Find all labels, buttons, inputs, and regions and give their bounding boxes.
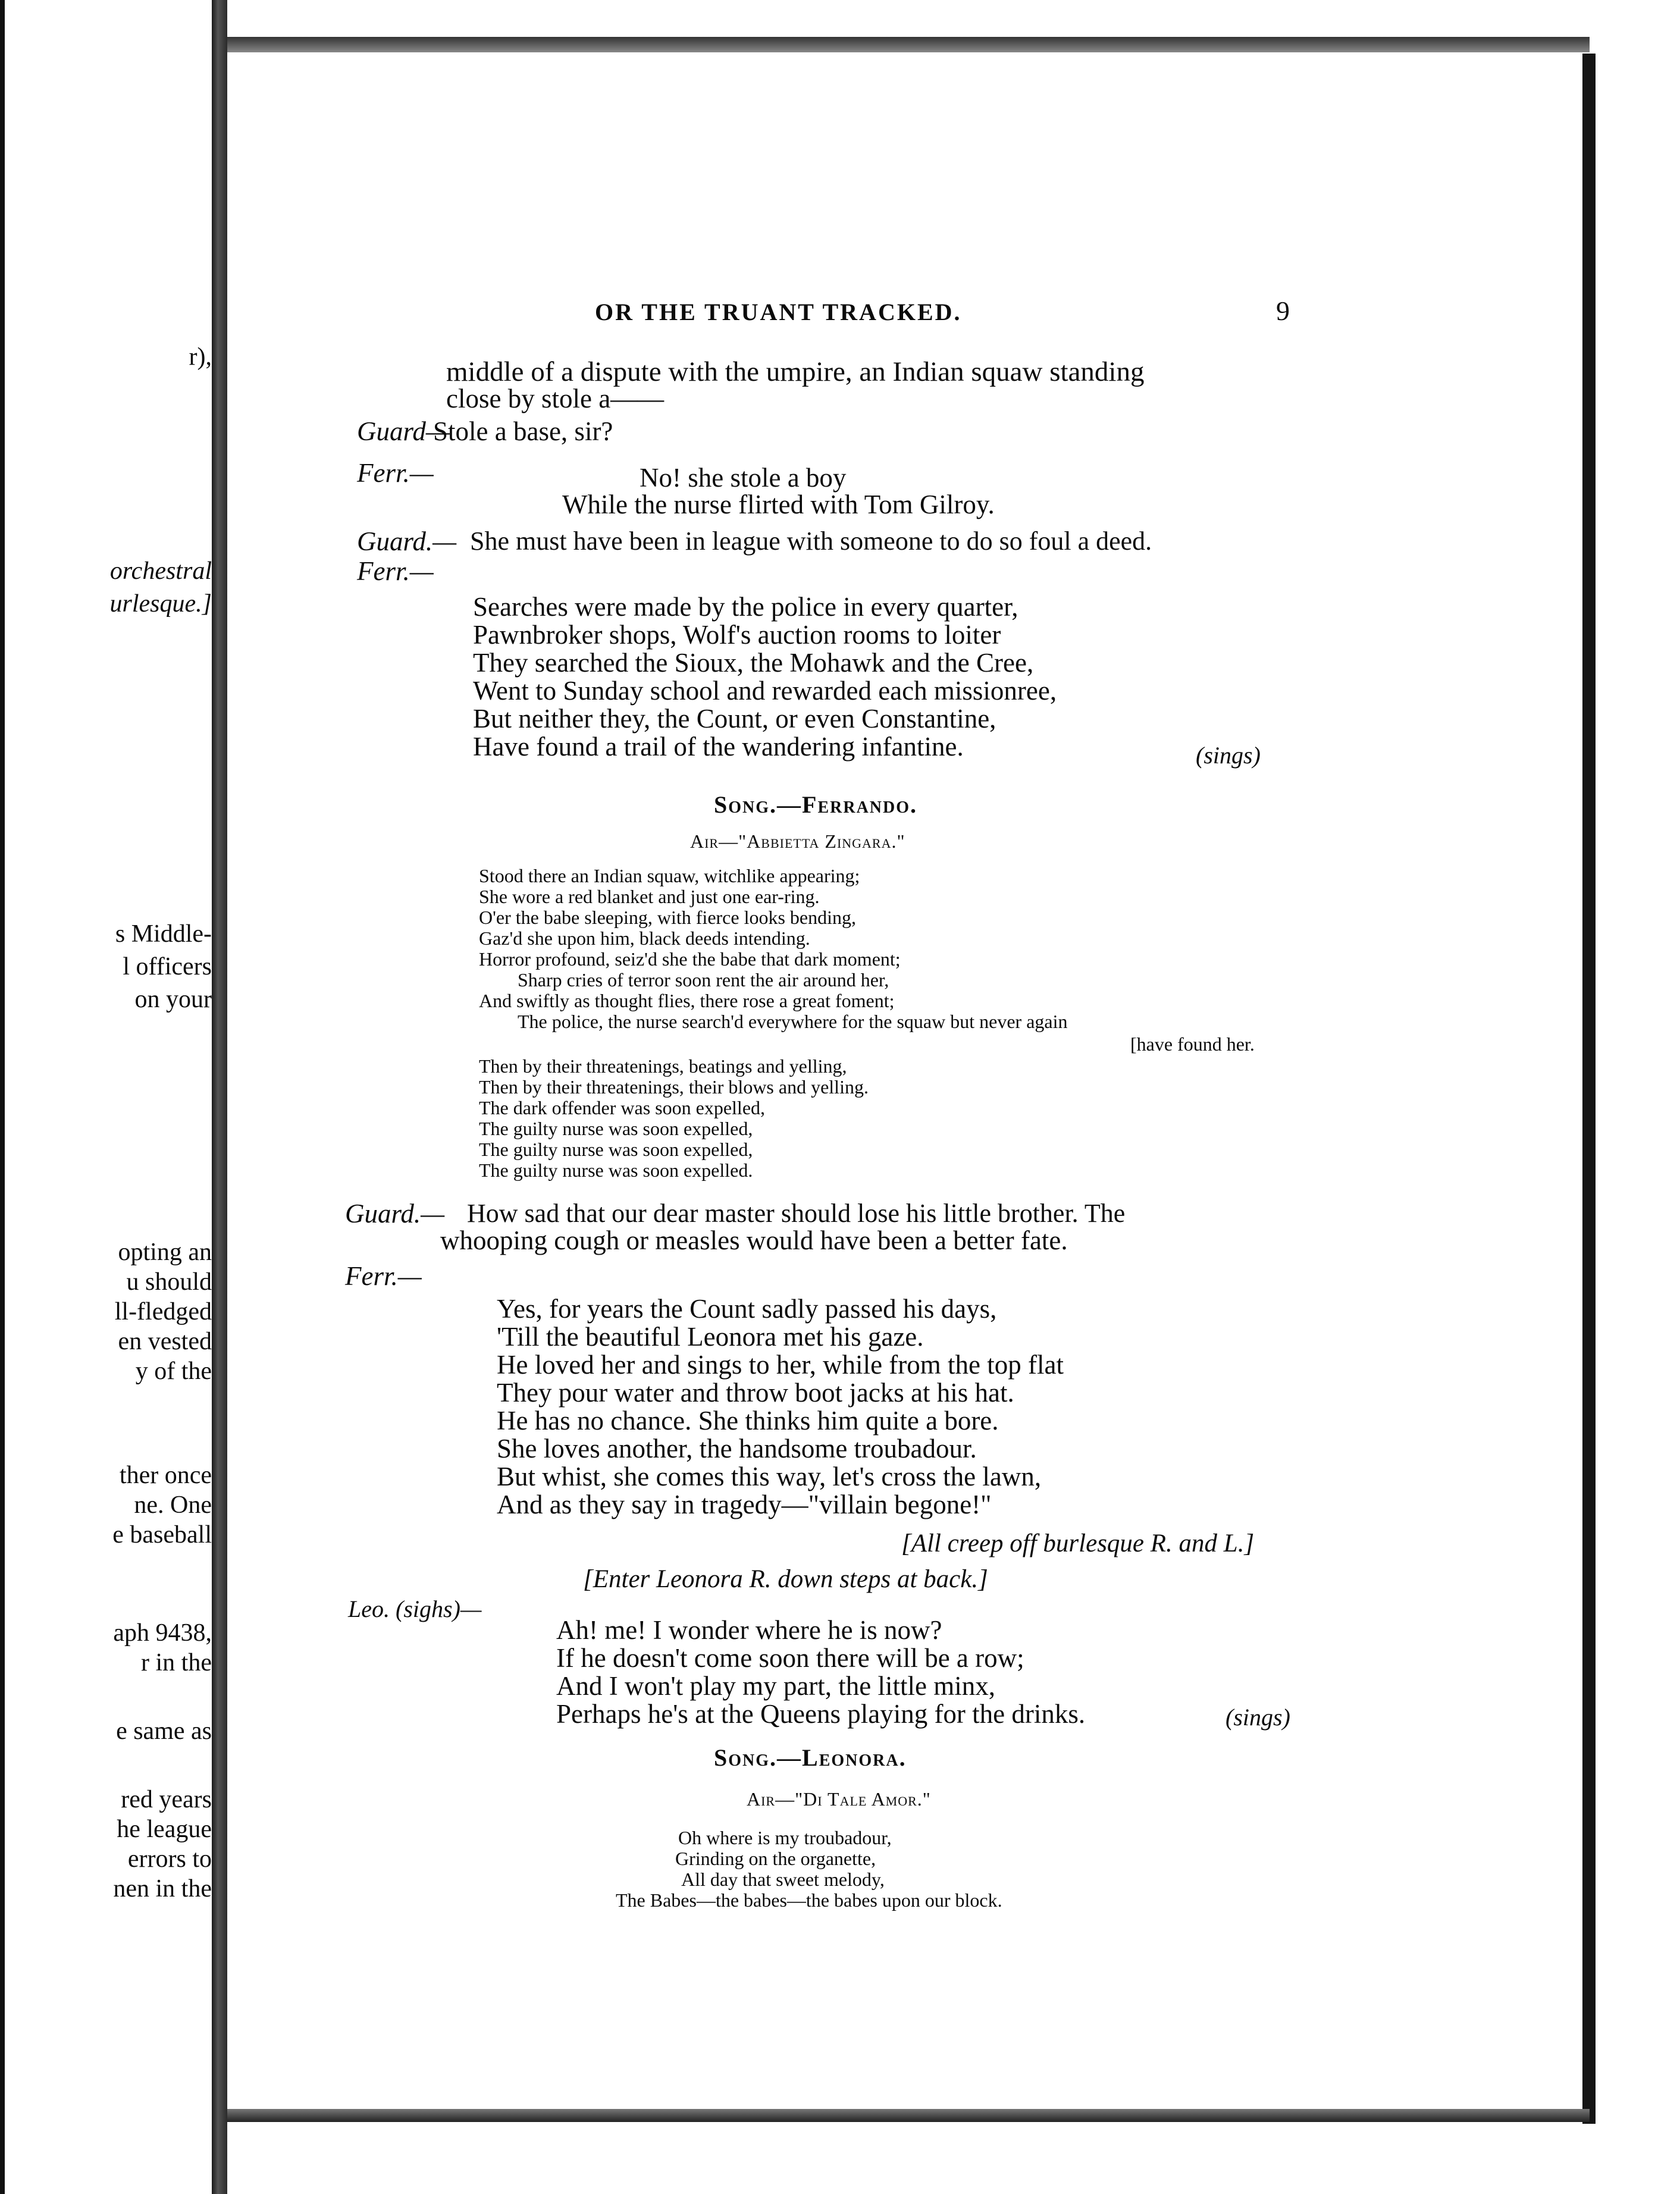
verse-line: He loved her and sings to her, while from the top flat	[497, 1350, 1064, 1380]
fragment-line: he league	[117, 1816, 212, 1843]
dialogue-line: How sad that our dear master should lose his little brother. The	[467, 1199, 1126, 1228]
song-title: Song.—Leonora.	[714, 1744, 907, 1771]
fragment-line: nen in the	[113, 1875, 212, 1902]
fragment-line: aph 9438,	[113, 1619, 212, 1647]
speaker-label: Guard.—	[345, 1199, 445, 1228]
fragment-line: r in the	[141, 1649, 212, 1676]
fragment-line: ne. One	[134, 1491, 212, 1519]
speaker-label: Guard—	[357, 416, 450, 446]
song-line: The Babes—the babes—the babes upon our block.	[616, 1889, 1002, 1911]
fragment-line: opting an	[118, 1239, 212, 1266]
song-line: Then by their threatenings, their blows and yelling.	[479, 1076, 869, 1098]
text-line: close by stole a——	[446, 384, 665, 413]
song-line: The police, the nurse search'd everywhere for the squaw but never again	[518, 1011, 1068, 1032]
verse-line: She loves another, the handsome troubadour.	[497, 1434, 977, 1463]
speaker-label: Ferr.—	[357, 458, 434, 488]
fragment-line: red years	[121, 1786, 212, 1813]
speaker-label: Guard.—	[357, 526, 457, 556]
dialogue-line: whooping cough or measles would have been a better fate.	[440, 1225, 1068, 1255]
stage-direction: [Enter Leonora R. down steps at back.]	[583, 1565, 988, 1593]
verse-line: 'Till the beautiful Leonora met his gaze.	[497, 1322, 924, 1352]
page-number: 9	[1276, 296, 1290, 326]
running-title: OR THE TRUANT TRACKED.	[595, 299, 962, 325]
verse-line: Pawnbroker shops, Wolf's auction rooms to loiter	[473, 620, 1001, 650]
fragment-line: orchestral	[109, 557, 212, 585]
verse-line: Yes, for years the Count sadly passed his days,	[497, 1294, 997, 1324]
speaker-label: Ferr.—	[357, 556, 434, 586]
song-air: Air—"Abbietta Zingara."	[690, 830, 905, 852]
verse-line: Perhaps he's at the Queens playing for the drinks.	[556, 1699, 1086, 1729]
verse-line: But whist, she comes this way, let's cross the lawn,	[497, 1462, 1042, 1491]
verse-line: Ah! me! I wonder where he is now?	[556, 1615, 942, 1645]
fragment-line: s Middle-	[115, 920, 212, 948]
song-line: Then by their threatenings, beatings and yelling,	[479, 1055, 847, 1077]
scan-border-right	[1582, 54, 1596, 2124]
fragment-line: on your	[134, 986, 212, 1013]
dialogue-line: No! she stole a boy	[640, 463, 847, 493]
fragment-line: ll-fledged	[114, 1298, 212, 1325]
song-line: The dark offender was soon expelled,	[479, 1097, 766, 1118]
verse-line: And as they say in tragedy—"villain begone!"	[497, 1490, 992, 1519]
song-line: Stood there an Indian squaw, witchlike appearing;	[479, 865, 860, 886]
verse-line: Searches were made by the police in every quarter,	[473, 592, 1018, 622]
song-line: The guilty nurse was soon expelled,	[479, 1118, 753, 1139]
verse-line: They pour water and throw boot jacks at his hat.	[497, 1378, 1014, 1408]
facing-page-fragment	[0, 0, 212, 2194]
fragment-line: y of the	[135, 1358, 212, 1385]
verse-line: Went to Sunday school and rewarded each missionree,	[473, 676, 1057, 706]
fragment-line: ther once	[119, 1462, 212, 1489]
verse-line: If he doesn't come soon there will be a row;	[556, 1643, 1024, 1673]
verse-line: And I won't play my part, the little minx,	[556, 1671, 995, 1701]
fragment-line: en vested	[118, 1328, 212, 1355]
song-air: Air—"Di Tale Amor."	[747, 1788, 931, 1810]
verse-line: But neither they, the Count, or even Constantine,	[473, 704, 996, 734]
fragment-line: u should	[126, 1268, 212, 1296]
text-line: middle of a dispute with the umpire, an Indian squaw standing	[446, 356, 1145, 387]
song-line: Grinding on the organette,	[675, 1848, 876, 1869]
speaker-label: Leo. (sighs)—	[348, 1596, 482, 1622]
stage-direction: (sings)	[1225, 1704, 1290, 1731]
scan-border-top	[227, 37, 1590, 52]
song-line: O'er the babe sleeping, with fierce looks bending,	[479, 907, 857, 928]
song-line: [have found her.	[1130, 1033, 1255, 1055]
verse-line: He has no chance. She thinks him quite a bore.	[497, 1406, 999, 1435]
book-gutter	[212, 0, 227, 2194]
scan-border-bottom	[227, 2109, 1590, 2122]
fragment-line: e same as	[116, 1717, 212, 1745]
fragment-line: errors to	[127, 1845, 212, 1873]
dialogue-line: She must have been in league with someone to do so foul a deed.	[470, 526, 1152, 556]
song-line: Gaz'd she upon him, black deeds intending.	[479, 927, 810, 949]
fragment-line: urlesque.]	[109, 590, 212, 618]
song-line: And swiftly as thought flies, there rose a great foment;	[479, 990, 895, 1011]
song-line: Oh where is my troubadour,	[678, 1827, 892, 1848]
verse-line: They searched the Sioux, the Mohawk and the Cree,	[473, 648, 1034, 678]
dialogue-line: While the nurse flirted with Tom Gilroy.	[562, 490, 995, 519]
song-line: She wore a red blanket and just one ear-ring.	[479, 886, 820, 907]
stage-direction: (sings)	[1196, 742, 1261, 769]
song-title: Song.—Ferrando.	[714, 791, 918, 818]
speaker-label: Ferr.—	[345, 1261, 422, 1291]
fragment-line: r),	[189, 343, 212, 371]
song-line: Horror profound, seiz'd she the babe that dark moment;	[479, 948, 901, 970]
stage-direction: [All creep off burlesque R. and L.]	[901, 1529, 1255, 1557]
song-line: The guilty nurse was soon expelled.	[479, 1159, 753, 1181]
verse-line: Have found a trail of the wandering infantine.	[473, 732, 964, 761]
dialogue-line: Stole a base, sir?	[433, 416, 613, 446]
fragment-line: l officers	[123, 953, 212, 980]
song-line: All day that sweet melody,	[681, 1869, 885, 1890]
fragment-line: e baseball	[112, 1521, 212, 1549]
song-line: Sharp cries of terror soon rent the air around her,	[518, 969, 889, 991]
song-line: The guilty nurse was soon expelled,	[479, 1139, 753, 1160]
